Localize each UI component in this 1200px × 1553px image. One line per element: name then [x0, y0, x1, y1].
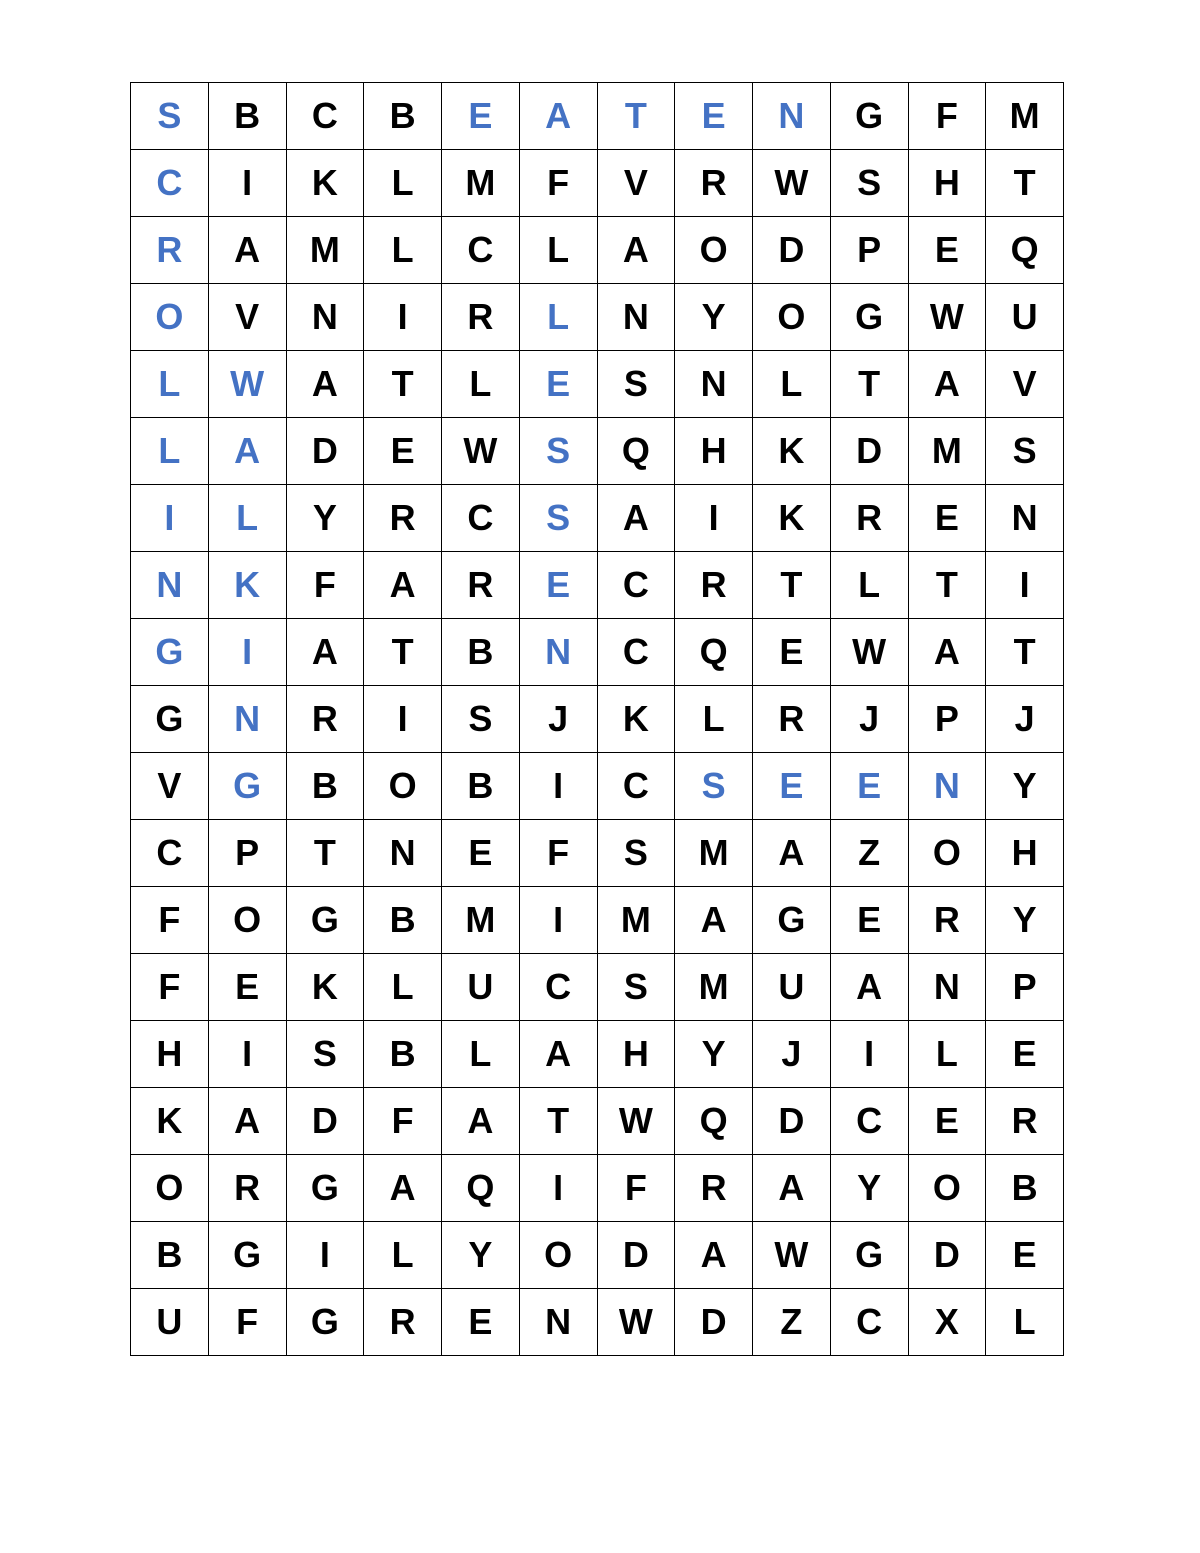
grid-cell[interactable]: Y: [286, 485, 364, 552]
grid-cell[interactable]: T: [286, 820, 364, 887]
grid-cell[interactable]: A: [908, 351, 986, 418]
grid-cell[interactable]: I: [830, 1021, 908, 1088]
grid-cell-highlighted[interactable]: E: [830, 753, 908, 820]
grid-cell[interactable]: Q: [675, 1088, 753, 1155]
grid-cell[interactable]: T: [364, 351, 442, 418]
grid-cell[interactable]: G: [830, 83, 908, 150]
grid-cell[interactable]: G: [830, 284, 908, 351]
grid-row: [131, 418, 1064, 485]
grid-cell[interactable]: U: [986, 284, 1064, 351]
grid-cell[interactable]: E: [442, 820, 520, 887]
grid-cell[interactable]: M: [986, 83, 1064, 150]
grid-cell[interactable]: A: [753, 1155, 831, 1222]
grid-cell[interactable]: G: [208, 1222, 286, 1289]
grid-cell[interactable]: R: [286, 686, 364, 753]
grid-cell[interactable]: K: [286, 150, 364, 217]
grid-cell[interactable]: A: [208, 1088, 286, 1155]
grid-cell[interactable]: C: [597, 552, 675, 619]
grid-cell[interactable]: R: [675, 1155, 753, 1222]
grid-cell[interactable]: F: [131, 887, 209, 954]
grid-cell[interactable]: R: [442, 552, 520, 619]
grid-cell[interactable]: N: [364, 820, 442, 887]
grid-row: [131, 1088, 1064, 1155]
grid-cell[interactable]: O: [908, 820, 986, 887]
grid-cell[interactable]: S: [986, 418, 1064, 485]
grid-cell[interactable]: Y: [675, 284, 753, 351]
grid-cell[interactable]: V: [986, 351, 1064, 418]
grid-cell[interactable]: L: [675, 686, 753, 753]
grid-cell[interactable]: A: [286, 351, 364, 418]
grid-cell[interactable]: B: [986, 1155, 1064, 1222]
grid-cell[interactable]: Q: [597, 418, 675, 485]
grid-cell-highlighted[interactable]: L: [208, 485, 286, 552]
grid-cell[interactable]: B: [442, 753, 520, 820]
grid-cell[interactable]: G: [286, 1289, 364, 1356]
grid-cell[interactable]: D: [830, 418, 908, 485]
grid-cell[interactable]: A: [597, 217, 675, 284]
grid-row: [131, 619, 1064, 686]
grid-row: [131, 1155, 1064, 1222]
grid-cell[interactable]: K: [753, 418, 831, 485]
grid-cell[interactable]: B: [286, 753, 364, 820]
grid-cell[interactable]: H: [131, 1021, 209, 1088]
grid-cell-highlighted[interactable]: E: [519, 552, 597, 619]
grid-cell[interactable]: Y: [675, 1021, 753, 1088]
grid-cell[interactable]: B: [364, 1021, 442, 1088]
word-search-grid: [130, 82, 1064, 1356]
grid-cell[interactable]: R: [675, 150, 753, 217]
grid-cell[interactable]: L: [442, 351, 520, 418]
grid-cell[interactable]: U: [442, 954, 520, 1021]
grid-cell-highlighted[interactable]: A: [208, 418, 286, 485]
grid-cell[interactable]: P: [908, 686, 986, 753]
grid-cell[interactable]: U: [753, 954, 831, 1021]
grid-cell[interactable]: I: [519, 887, 597, 954]
grid-cell[interactable]: E: [908, 1088, 986, 1155]
grid-row: [131, 284, 1064, 351]
grid-cell[interactable]: N: [519, 1289, 597, 1356]
grid-cell[interactable]: L: [364, 954, 442, 1021]
grid-cell[interactable]: K: [597, 686, 675, 753]
grid-cell[interactable]: V: [597, 150, 675, 217]
grid-row: [131, 954, 1064, 1021]
grid-cell[interactable]: O: [908, 1155, 986, 1222]
grid-cell[interactable]: Z: [753, 1289, 831, 1356]
grid-cell[interactable]: O: [753, 284, 831, 351]
grid-row: [131, 887, 1064, 954]
grid-cell[interactable]: W: [753, 150, 831, 217]
grid-cell-highlighted[interactable]: O: [131, 284, 209, 351]
grid-cell[interactable]: I: [208, 1021, 286, 1088]
grid-cell[interactable]: Y: [986, 887, 1064, 954]
grid-cell[interactable]: J: [830, 686, 908, 753]
grid-cell[interactable]: R: [908, 887, 986, 954]
grid-cell[interactable]: O: [131, 1155, 209, 1222]
grid-cell-highlighted[interactable]: S: [131, 83, 209, 150]
grid-cell-highlighted[interactable]: N: [753, 83, 831, 150]
grid-row: [131, 753, 1064, 820]
grid-cell[interactable]: Q: [986, 217, 1064, 284]
grid-cell[interactable]: D: [753, 217, 831, 284]
grid-cell[interactable]: T: [986, 619, 1064, 686]
grid-cell[interactable]: A: [908, 619, 986, 686]
grid-cell-highlighted[interactable]: R: [131, 217, 209, 284]
grid-cell[interactable]: E: [442, 1289, 520, 1356]
grid-cell[interactable]: G: [830, 1222, 908, 1289]
grid-cell[interactable]: T: [519, 1088, 597, 1155]
grid-cell[interactable]: M: [442, 887, 520, 954]
grid-cell[interactable]: E: [208, 954, 286, 1021]
grid-cell[interactable]: T: [830, 351, 908, 418]
grid-cell[interactable]: S: [597, 954, 675, 1021]
grid-cell-highlighted[interactable]: L: [131, 418, 209, 485]
grid-cell[interactable]: N: [675, 351, 753, 418]
grid-cell[interactable]: B: [208, 83, 286, 150]
grid-cell[interactable]: U: [131, 1289, 209, 1356]
grid-cell[interactable]: C: [597, 753, 675, 820]
grid-cell[interactable]: N: [908, 954, 986, 1021]
grid-cell[interactable]: F: [286, 552, 364, 619]
grid-cell[interactable]: W: [442, 418, 520, 485]
grid-cell[interactable]: T: [908, 552, 986, 619]
grid-cell[interactable]: W: [830, 619, 908, 686]
grid-row: [131, 686, 1064, 753]
grid-cell[interactable]: T: [364, 619, 442, 686]
grid-cell[interactable]: G: [286, 887, 364, 954]
grid-row: [131, 485, 1064, 552]
grid-cell[interactable]: V: [208, 284, 286, 351]
grid-cell[interactable]: S: [597, 351, 675, 418]
grid-cell[interactable]: D: [286, 1088, 364, 1155]
grid-cell[interactable]: S: [442, 686, 520, 753]
grid-cell[interactable]: N: [286, 284, 364, 351]
grid-cell[interactable]: C: [519, 954, 597, 1021]
grid-cell[interactable]: E: [986, 1021, 1064, 1088]
grid-cell[interactable]: D: [286, 418, 364, 485]
grid-cell[interactable]: M: [908, 418, 986, 485]
grid-cell[interactable]: F: [597, 1155, 675, 1222]
grid-cell[interactable]: W: [597, 1088, 675, 1155]
grid-cell[interactable]: G: [131, 686, 209, 753]
grid-row: [131, 83, 1064, 150]
grid-cell-highlighted[interactable]: N: [131, 552, 209, 619]
grid-cell[interactable]: E: [364, 418, 442, 485]
grid-cell[interactable]: F: [364, 1088, 442, 1155]
grid-cell[interactable]: M: [675, 820, 753, 887]
grid-cell[interactable]: F: [208, 1289, 286, 1356]
grid-cell[interactable]: M: [286, 217, 364, 284]
grid-cell[interactable]: H: [597, 1021, 675, 1088]
grid-cell[interactable]: B: [442, 619, 520, 686]
grid-cell-highlighted[interactable]: N: [208, 686, 286, 753]
grid-cell[interactable]: I: [208, 150, 286, 217]
grid-cell[interactable]: D: [675, 1289, 753, 1356]
grid-cell[interactable]: F: [519, 820, 597, 887]
grid-row: [131, 1021, 1064, 1088]
grid-cell[interactable]: K: [286, 954, 364, 1021]
grid-row: [131, 820, 1064, 887]
grid-cell[interactable]: B: [364, 83, 442, 150]
grid-row: [131, 217, 1064, 284]
grid-cell[interactable]: R: [675, 552, 753, 619]
grid-cell[interactable]: O: [208, 887, 286, 954]
grid-cell[interactable]: T: [986, 150, 1064, 217]
grid-cell[interactable]: D: [908, 1222, 986, 1289]
grid-row: [131, 1289, 1064, 1356]
grid-cell[interactable]: A: [208, 217, 286, 284]
grid-cell[interactable]: I: [986, 552, 1064, 619]
grid-cell[interactable]: R: [442, 284, 520, 351]
grid-cell[interactable]: B: [131, 1222, 209, 1289]
grid-cell[interactable]: K: [131, 1088, 209, 1155]
grid-cell[interactable]: Q: [675, 619, 753, 686]
grid-cell-highlighted[interactable]: S: [675, 753, 753, 820]
grid-cell[interactable]: A: [519, 1021, 597, 1088]
grid-cell[interactable]: J: [986, 686, 1064, 753]
grid-cell[interactable]: R: [208, 1155, 286, 1222]
grid-cell[interactable]: L: [830, 552, 908, 619]
grid-row: [131, 1222, 1064, 1289]
grid-cell-highlighted[interactable]: I: [208, 619, 286, 686]
grid-cell[interactable]: T: [753, 552, 831, 619]
grid-cell[interactable]: L: [442, 1021, 520, 1088]
grid-cell[interactable]: Y: [442, 1222, 520, 1289]
grid-cell[interactable]: Z: [830, 820, 908, 887]
grid-cell[interactable]: R: [364, 485, 442, 552]
grid-cell[interactable]: N: [986, 485, 1064, 552]
grid-cell[interactable]: Y: [830, 1155, 908, 1222]
grid-cell[interactable]: L: [986, 1289, 1064, 1356]
grid-cell[interactable]: H: [986, 820, 1064, 887]
grid-cell[interactable]: W: [597, 1289, 675, 1356]
grid-cell-highlighted[interactable]: E: [519, 351, 597, 418]
grid-cell[interactable]: E: [986, 1222, 1064, 1289]
grid-cell[interactable]: I: [364, 686, 442, 753]
grid-cell[interactable]: G: [753, 887, 831, 954]
grid-cell[interactable]: C: [442, 217, 520, 284]
grid-row: [131, 351, 1064, 418]
grid-cell-highlighted[interactable]: S: [519, 485, 597, 552]
grid-cell-highlighted[interactable]: T: [597, 83, 675, 150]
grid-cell[interactable]: O: [519, 1222, 597, 1289]
grid-cell-highlighted[interactable]: E: [675, 83, 753, 150]
grid-cell[interactable]: C: [830, 1289, 908, 1356]
grid-cell[interactable]: R: [986, 1088, 1064, 1155]
grid-cell[interactable]: C: [131, 820, 209, 887]
grid-row: [131, 552, 1064, 619]
grid-cell-highlighted[interactable]: L: [519, 284, 597, 351]
grid-row: [131, 150, 1064, 217]
grid-cell[interactable]: A: [442, 1088, 520, 1155]
grid-cell[interactable]: N: [597, 284, 675, 351]
grid-cell[interactable]: L: [753, 351, 831, 418]
grid-cell[interactable]: R: [753, 686, 831, 753]
grid-cell-highlighted[interactable]: L: [131, 351, 209, 418]
grid-cell[interactable]: C: [442, 485, 520, 552]
grid-cell[interactable]: L: [364, 217, 442, 284]
grid-cell[interactable]: K: [753, 485, 831, 552]
grid-cell-highlighted[interactable]: E: [442, 83, 520, 150]
grid-cell[interactable]: F: [908, 83, 986, 150]
grid-cell[interactable]: A: [675, 887, 753, 954]
grid-cell-highlighted[interactable]: G: [208, 753, 286, 820]
grid-cell[interactable]: C: [830, 1088, 908, 1155]
grid-cell[interactable]: D: [753, 1088, 831, 1155]
grid-cell[interactable]: L: [908, 1021, 986, 1088]
grid-cell[interactable]: H: [675, 418, 753, 485]
grid-cell-highlighted[interactable]: G: [131, 619, 209, 686]
grid-cell-highlighted[interactable]: K: [208, 552, 286, 619]
grid-cell[interactable]: J: [753, 1021, 831, 1088]
grid-cell[interactable]: C: [286, 83, 364, 150]
grid-cell[interactable]: Q: [442, 1155, 520, 1222]
grid-cell[interactable]: A: [830, 954, 908, 1021]
grid-cell[interactable]: X: [908, 1289, 986, 1356]
grid-cell[interactable]: C: [597, 619, 675, 686]
grid-cell-highlighted[interactable]: W: [208, 351, 286, 418]
grid-cell[interactable]: I: [519, 1155, 597, 1222]
grid-cell[interactable]: I: [286, 1222, 364, 1289]
grid-cell-highlighted[interactable]: S: [519, 418, 597, 485]
grid-cell[interactable]: E: [908, 217, 986, 284]
grid-cell[interactable]: W: [753, 1222, 831, 1289]
grid-cell[interactable]: P: [830, 217, 908, 284]
grid-cell[interactable]: R: [364, 1289, 442, 1356]
grid-cell[interactable]: L: [519, 217, 597, 284]
grid-cell-highlighted[interactable]: A: [519, 83, 597, 150]
grid-cell-highlighted[interactable]: I: [131, 485, 209, 552]
grid-cell-highlighted[interactable]: C: [131, 150, 209, 217]
grid-cell[interactable]: I: [364, 284, 442, 351]
grid-cell[interactable]: A: [364, 1155, 442, 1222]
grid-cell-highlighted[interactable]: E: [753, 753, 831, 820]
grid-cell-highlighted[interactable]: N: [908, 753, 986, 820]
grid-cell[interactable]: E: [753, 619, 831, 686]
grid-cell[interactable]: H: [908, 150, 986, 217]
grid-cell[interactable]: M: [442, 150, 520, 217]
grid-cell[interactable]: F: [131, 954, 209, 1021]
grid-cell[interactable]: L: [364, 1222, 442, 1289]
grid-cell[interactable]: P: [208, 820, 286, 887]
grid-cell[interactable]: S: [597, 820, 675, 887]
grid-cell[interactable]: L: [364, 150, 442, 217]
grid-cell[interactable]: A: [675, 1222, 753, 1289]
grid-cell[interactable]: A: [286, 619, 364, 686]
grid-cell[interactable]: S: [286, 1021, 364, 1088]
grid-cell[interactable]: A: [597, 485, 675, 552]
grid-cell[interactable]: J: [519, 686, 597, 753]
grid-cell[interactable]: P: [986, 954, 1064, 1021]
grid-cell[interactable]: F: [519, 150, 597, 217]
grid-cell[interactable]: I: [519, 753, 597, 820]
grid-cell[interactable]: O: [675, 217, 753, 284]
grid-cell[interactable]: S: [830, 150, 908, 217]
grid-cell[interactable]: R: [830, 485, 908, 552]
grid-cell[interactable]: A: [364, 552, 442, 619]
grid-cell[interactable]: A: [753, 820, 831, 887]
grid-cell[interactable]: G: [286, 1155, 364, 1222]
grid-cell[interactable]: M: [597, 887, 675, 954]
grid-cell-highlighted[interactable]: N: [519, 619, 597, 686]
grid-cell[interactable]: E: [830, 887, 908, 954]
grid-cell[interactable]: M: [675, 954, 753, 1021]
grid-cell[interactable]: D: [597, 1222, 675, 1289]
grid-cell[interactable]: B: [364, 887, 442, 954]
grid-cell[interactable]: W: [908, 284, 986, 351]
grid-cell[interactable]: I: [675, 485, 753, 552]
grid-cell[interactable]: Y: [986, 753, 1064, 820]
grid-cell[interactable]: E: [908, 485, 986, 552]
grid-cell[interactable]: V: [131, 753, 209, 820]
grid-cell[interactable]: O: [364, 753, 442, 820]
